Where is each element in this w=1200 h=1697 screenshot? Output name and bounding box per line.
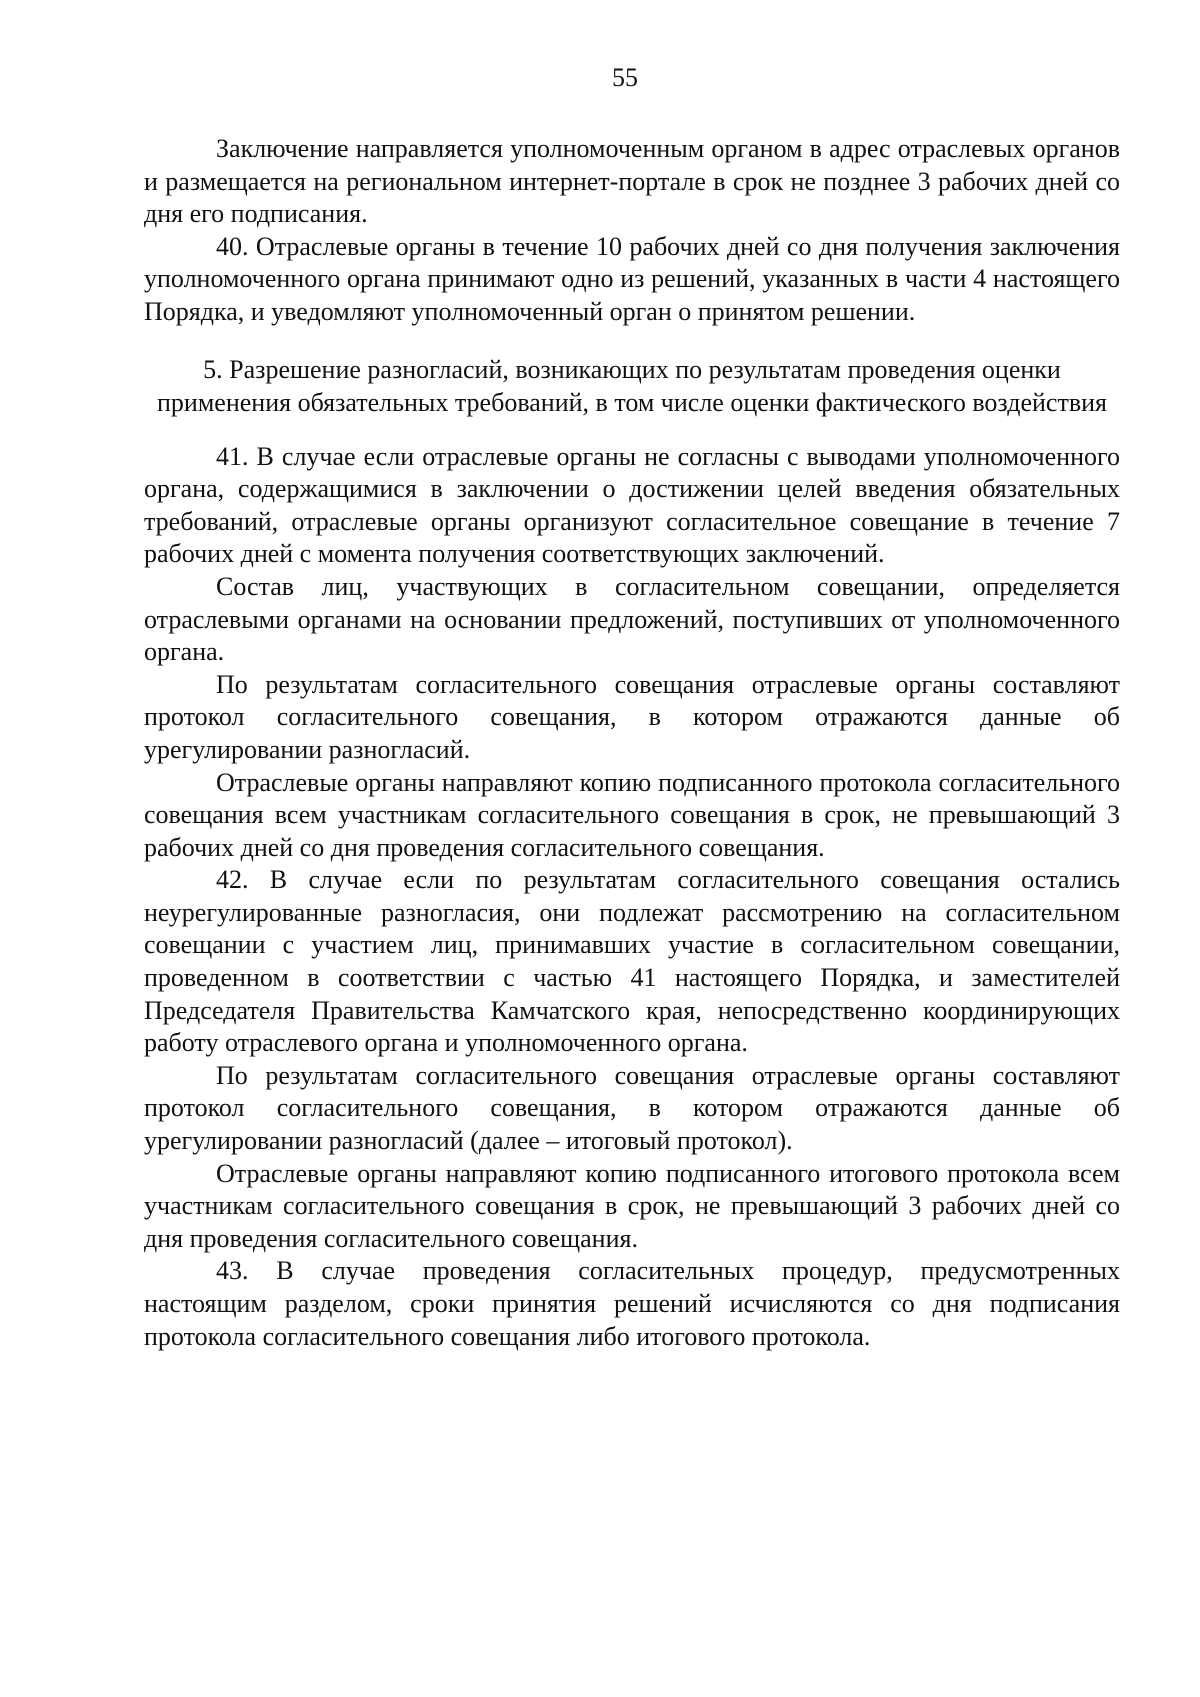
paragraph-participants: Состав лиц, участвующих в согласительном совещании, определяется отраслевыми органами на основании предложений, поступивших от уполномоченного органа. (144, 571, 1120, 667)
paragraph-43: 43. В случае проведения согласительных процедур, предусмотренных настоящим разделом, сроки принятия решений исчисляются со дня подписания протокола согласительного совещания либо итогового протокола. (144, 1256, 1120, 1351)
paragraph-final-protocol: По результатам согласительного совещания отраслевые органы составляют протокол согласительного совещания, в котором отражаются данные об урегулировании разногласий (далее – итоговый протокол). (144, 1060, 1120, 1156)
document-body (144, 133, 1120, 1353)
paragraph-final-protocol-copy: Отраслевые органы направляют копию подписанного итогового протокола всем участникам согласительного совещания в срок, не превышающий 3 рабочих дней со дня проведения согласительного совещания. (144, 1158, 1120, 1253)
paragraph-40: 40. Отраслевые органы в течение 10 рабочих дней со дня получения заключения уполномоченного органа принимают одно из решений, указанных в части 4 настоящего Порядка, и уведомляют уполномоченный орган о принятом решении. (144, 231, 1120, 326)
paragraph-protocol-copy: Отраслевые органы направляют копию подписанного протокола согласительного совещания всем участникам согласительного совещания в срок, не превышающий 3 рабочих дней со дня проведения согласительного совещания. (144, 767, 1120, 862)
paragraph-41: 41. В случае если отраслевые органы не согласны с выводами уполномоченного органа, содержащимися в заключении о достижении целей введения обязательных требований, отраслевые органы организуют согласительное совещание в течение 7 рабочих дней с момента получения соответствующих заключений. (144, 441, 1120, 569)
paragraph-42: 42. В случае если по результатам согласительного совещания остались неурегулированные разногласия, они подлежат рассмотрению на согласительном совещании с участием лиц, принимавших участие в согласительном совещании, проведенном в соответствии с частью 41 настоящего Порядка, и заместителей Председателя Правительства Камчатского края, непосредственно координирующих работу отраслевого органа и уполномоченного органа. (144, 865, 1120, 1058)
paragraph-protocol: По результатам согласительного совещания отраслевые органы составляют протокол согласительного совещания, в котором отражаются данные об урегулировании разногласий. (144, 669, 1120, 764)
section-heading: 5. Разрешение разногласий, возникающих по результатам проведения оценки применения обязательных требований, в том числе оценки фактического воздействия (157, 354, 1107, 417)
page-number: 55 (612, 63, 638, 92)
paragraph-conclusion: Заключение направляется уполномоченным органом в адрес отраслевых органов и размещается на региональном интернет-портале в срок не позднее 3 рабочих дней со дня его подписания. (144, 134, 1120, 229)
